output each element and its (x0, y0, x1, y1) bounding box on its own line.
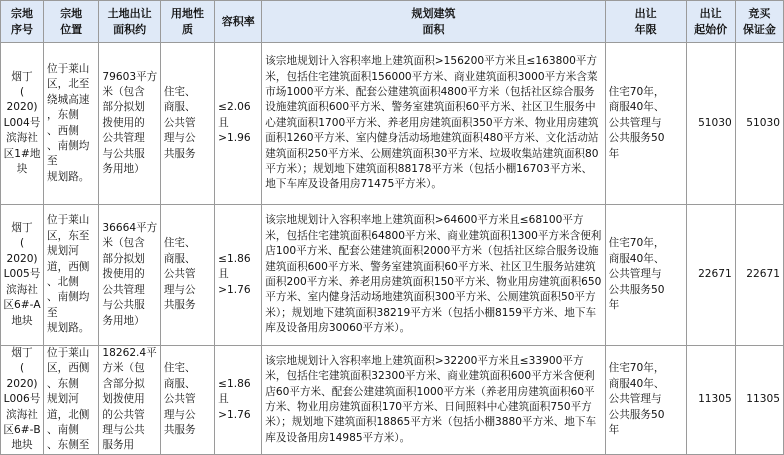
header-deposit-title: 竞买 (748, 6, 771, 20)
header-price-sub: 起始价 (694, 22, 728, 36)
header-planning (262, 1, 605, 43)
planning-cell: 该宗地规划计入容积率地上建筑面积>32200平方米且≤33900平方米，包括住宅建筑面积32300平方米、商业建筑面积600平方米含便利店60平方米、配套公建建筑面积1000平方米（养老用房建筑面积60平方米、物业用房建筑面积170平方米、日间照料中心建筑面积750平方米）；规划地下建筑面积18865平方米（包括小棚3880平方米、地下车库及设备用房14985平方米）。 (262, 346, 605, 455)
parcel-no-cell: 烟丁 ( 2020) L005号 滨海社 区6#-A 地块 (1, 205, 44, 346)
table-row (1, 43, 784, 205)
far-cell: ≤1.86 且 >1.76 (215, 205, 262, 346)
planning-cell: 该宗地规划计入容积率地上建筑面积>64600平方米且≤68100平方米，包括住宅建筑面积64800平方米、商业建筑面积1300平方米含便利店100平方米、配套公建建筑面积2000平方米（包括社区综合服务设施建筑面积600平方米、警务室建筑面积60平方米、社区卫生服务站建筑面积200平方米、养老用房建筑面积150平方米、物业用房建筑面积650平方米、室内健身活动场地建筑面积300平方米、公厕建筑面积50平方米）；规划地下建筑面积38219平方米（包括小棚8159平方米、地下车库及设备用房30060平方米）。 (262, 205, 605, 346)
location-cell: 位于莱山 区，西侧 、东侧 规划河 道，北侧 、南侧 、东侧至 (44, 346, 99, 455)
parcel-no-cell: 烟丁 ( 2020) L004号 滨海社 区1#地 块 (1, 43, 44, 205)
far-cell: ≤2.06 且 >1.96 (215, 43, 262, 205)
deposit-cell: 51030 (735, 43, 783, 205)
term-cell: 住宅70年， 商服40年、 公共管理与 公共服务50 年 (605, 346, 686, 455)
header-row (1, 1, 784, 43)
header-planning-sub: 面积 (422, 22, 445, 36)
header-term (605, 1, 686, 43)
header-area: 土地出让 面积约 (99, 1, 160, 43)
header-start-price (686, 1, 735, 43)
header-term-sub: 年限 (634, 22, 657, 36)
location-cell: 位于莱山 区，北至 绕城高速 ，东侧 、西侧 、南侧均至 规划路。 (44, 43, 99, 205)
area-cell: 79603平方 米（包含 部分拟划 拨使用的 公共管理 与公共服 务用地） (99, 43, 160, 205)
land-use-cell: 住宅、 商服、 公共管 理与公 共服务 (160, 205, 214, 346)
header-location: 宗地 位置 (44, 1, 99, 43)
area-cell: 18262.4平 方米（包 含部分拟 划拨使用 的公共管 理与公共 服务用 (99, 346, 160, 455)
land-use-cell: 住宅、 商服、 公共管 理与公 共服务 (160, 43, 214, 205)
area-cell: 36664平方 米（包含 部分拟划 拨使用的 公共管理 与公共服 务用地） (99, 205, 160, 346)
table-row (1, 205, 784, 346)
planning-cell: 该宗地规划计入容积率地上建筑面积>156200平方米且≤163800平方米，包括住宅建筑面积156000平方米、商业建筑面积3000平方米含菜市场1000平方米、配套公建建筑面积4800平方米（包括社区综合服务设施建筑面积600平方米、警务室建筑面积60平方米、社区卫生服务中心建筑面积1700平方米、养老用房建筑面积350平方米、物业用房建筑面积1260平方米、室内健身活动场地建筑面积480平方米、文化活动站建筑面积250平方米、公厕建筑面积30平方米、垃圾收集站建筑面积80平方米）；规划地下建筑面积88178平方米（包括小棚16703平方米、地下车库及设备用房71475平方米）。 (262, 43, 605, 205)
header-term-title: 出让 (634, 6, 657, 20)
far-cell: ≤1.86 且 >1.76 (215, 346, 262, 455)
deposit-cell: 11305 (735, 346, 783, 455)
land-use-cell: 住宅、 商服、 公共管 理与公 共服务 (160, 346, 214, 455)
header-land-use: 用地性 质 (160, 1, 214, 43)
location-cell: 位于莱山 区，东至 规划河 道，西侧 、北侧 、南侧均至 规划路。 (44, 205, 99, 346)
header-parcel-no: 宗地 序号 (1, 1, 44, 43)
header-deposit (735, 1, 783, 43)
header-price-title: 出让 (699, 6, 722, 20)
start-price-cell: 51030 (686, 43, 735, 205)
header-far: 容积率 (215, 1, 262, 43)
start-price-cell: 11305 (686, 346, 735, 455)
header-deposit-sub: 保证金 (742, 22, 776, 36)
parcel-no-cell: 烟丁 ( 2020) L006号 滨海社 区6#-B 地块 (1, 346, 44, 455)
term-cell: 住宅70年， 商服40年、 公共管理与 公共服务50 年 (605, 205, 686, 346)
header-planning-title: 规划建筑 (411, 6, 456, 20)
term-cell: 住宅70年， 商服40年、 公共管理与 公共服务50 年 (605, 43, 686, 205)
table-row (1, 346, 784, 455)
deposit-cell: 22671 (735, 205, 783, 346)
start-price-cell: 22671 (686, 205, 735, 346)
